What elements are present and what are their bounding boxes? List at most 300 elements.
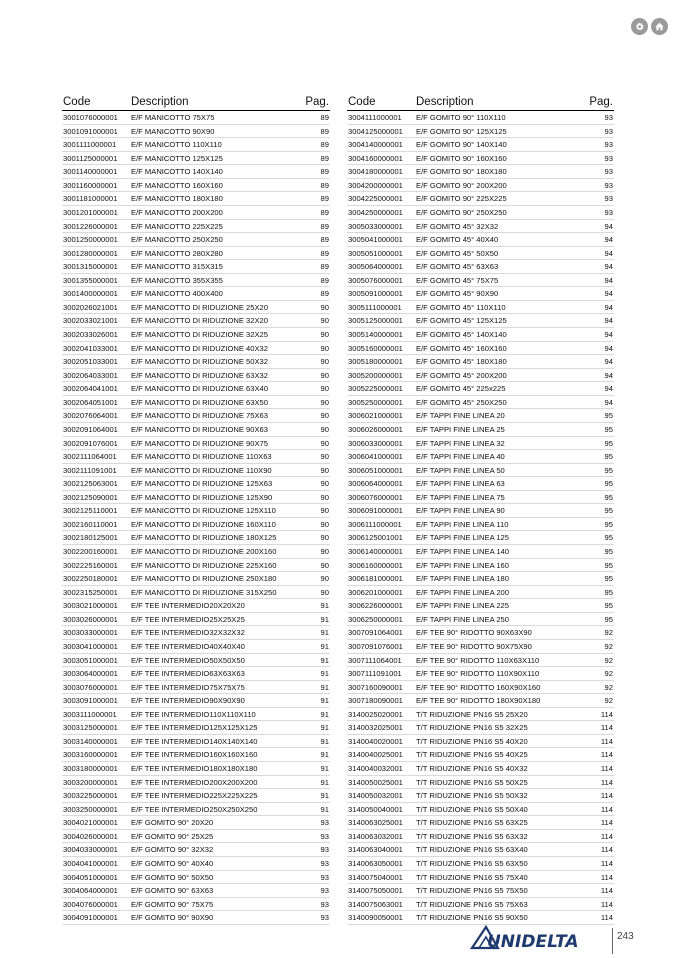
cell-description: E/F TAPPI FINE LINEA 125: [416, 533, 509, 543]
table-row: [62, 247, 330, 261]
header-pag: Pag.: [589, 96, 613, 108]
cell-code: 3006140000001: [348, 547, 403, 556]
cell-pag: 92: [604, 682, 613, 692]
cell-pag: 114: [600, 845, 613, 855]
cell-pag: 89: [320, 207, 329, 217]
cell-code: 3004180000001: [348, 167, 403, 177]
cell-code: 3005076000001: [348, 275, 403, 285]
cell-description: T/T RIDUZIONE PN16 S5 75X50: [416, 886, 528, 896]
settings-icon[interactable]: [631, 18, 648, 35]
cell-description: E/F TEE 90° RIDOTTO 180X90X180: [416, 696, 541, 706]
table-row: [347, 613, 614, 627]
cell-pag: 94: [604, 384, 613, 394]
cell-pag: 91: [320, 750, 329, 760]
cell-description: E/F GOMITO 90° 140X140: [416, 140, 507, 150]
cell-description: E/F GOMITO 90° 180X180: [416, 167, 507, 177]
page-footer: [470, 922, 670, 952]
cell-pag: 89: [320, 126, 329, 136]
cell-description: E/F MANICOTTO DI RIDUZIONE 25X20: [131, 302, 268, 312]
cell-code: 3002160110001: [63, 519, 118, 529]
header-description: Description: [131, 96, 189, 108]
cell-pag: 114: [600, 750, 613, 760]
table-row: [62, 409, 330, 423]
table-row: [62, 884, 330, 898]
cell-description: T/T RIDUZIONE PN16 S5 50X25: [416, 777, 528, 787]
table-row: [347, 871, 614, 885]
cell-code: 3140063040001: [348, 845, 403, 855]
cell-description: E/F TAPPI FINE LINEA 75: [416, 492, 505, 502]
cell-code: 3140032025001: [348, 723, 403, 733]
cell-description: E/F MANICOTTO DI RIDUZIONE 200X160: [131, 547, 277, 556]
left-table: [62, 96, 330, 925]
cell-description: E/F TEE 90° RIDOTTO 160X90X160: [416, 682, 541, 692]
cell-pag: 91: [320, 614, 329, 624]
table-row: [347, 179, 614, 193]
cell-description: E/F TAPPI FINE LINEA 140: [416, 547, 509, 556]
cell-pag: 114: [600, 777, 613, 787]
cell-code: 3002225160001: [63, 560, 118, 570]
table-row: [347, 721, 614, 735]
cell-pag: 91: [320, 804, 329, 814]
cell-description: E/F TEE 90° RIDOTTO 90X63X90: [416, 628, 532, 638]
cell-description: E/F TAPPI FINE LINEA 50: [416, 465, 505, 475]
cell-description: E/F TEE INTERMEDIO140X140X140: [131, 736, 258, 746]
cell-description: T/T RIDUZIONE PN16 S5 50X32: [416, 791, 528, 801]
cell-pag: 90: [320, 438, 329, 448]
cell-pag: 90: [320, 519, 329, 529]
cell-description: E/F MANICOTTO 280X280: [131, 248, 223, 258]
cell-pag: 90: [320, 424, 329, 434]
cell-description: E/F GOMITO 90° 200X200: [416, 180, 507, 190]
table-row: [347, 504, 614, 518]
cell-pag: 90: [320, 370, 329, 380]
cell-code: 3001091000001: [63, 126, 118, 136]
table-row: [347, 409, 614, 423]
cell-pag: 90: [320, 574, 329, 584]
table-row: [347, 830, 614, 844]
cell-pag: 92: [604, 669, 613, 679]
cell-pag: 93: [320, 872, 329, 882]
table-row: [347, 789, 614, 803]
table-row: [347, 220, 614, 234]
table-row: [347, 803, 614, 817]
table-row: [347, 694, 614, 708]
cell-description: T/T RIDUZIONE PN16 S5 32X25: [416, 723, 528, 733]
table-row: [347, 843, 614, 857]
cell-description: E/F GOMITO 45° 75X75: [416, 275, 499, 285]
cell-pag: 94: [604, 302, 613, 312]
cell-pag: 95: [604, 560, 613, 570]
table-row: [347, 437, 614, 451]
cell-pag: 91: [320, 682, 329, 692]
cell-description: E/F TAPPI FINE LINEA 110: [416, 519, 509, 529]
cell-code: 3007180090001: [348, 696, 403, 706]
cell-pag: 114: [600, 899, 613, 909]
cell-pag: 114: [600, 791, 613, 801]
table-row: [62, 626, 330, 640]
table-row: [62, 382, 330, 396]
cell-pag: 94: [604, 275, 613, 285]
cell-description: E/F MANICOTTO DI RIDUZIONE 40X32: [131, 343, 268, 353]
cell-description: T/T RIDUZIONE PN16 S5 75X40: [416, 872, 528, 882]
cell-pag: 114: [600, 872, 613, 882]
cell-code: 3003225000001: [63, 791, 118, 801]
table-row: [62, 911, 330, 925]
cell-pag: 89: [320, 180, 329, 190]
cell-pag: 92: [604, 655, 613, 665]
cell-pag: 95: [604, 506, 613, 516]
table-row: [62, 355, 330, 369]
cell-pag: 94: [604, 370, 613, 380]
table-row: [62, 830, 330, 844]
table-row: [62, 464, 330, 478]
cell-pag: 93: [604, 126, 613, 136]
cell-code: 3004041000001: [63, 858, 118, 868]
cell-pag: 89: [320, 140, 329, 150]
cell-code: 3002026021001: [63, 302, 118, 312]
cell-code: 3003200000001: [63, 777, 118, 787]
cell-code: 3003021000001: [63, 601, 118, 611]
cell-pag: 93: [320, 886, 329, 896]
table-row: [62, 274, 330, 288]
cell-pag: 114: [600, 709, 613, 719]
cell-pag: 89: [320, 235, 329, 245]
table-row: [347, 681, 614, 695]
cell-code: 3002091064001: [63, 424, 118, 434]
table-row: [62, 681, 330, 695]
cell-description: E/F MANICOTTO 400X400: [131, 289, 223, 299]
table-row: [62, 857, 330, 871]
cell-description: E/F MANICOTTO DI RIDUZIONE 315X250: [131, 587, 277, 597]
cell-code: 3001125000001: [63, 153, 118, 163]
cell-code: 3005225000001: [348, 384, 403, 394]
table-row: [347, 776, 614, 790]
cell-description: E/F TAPPI FINE LINEA 90: [416, 506, 505, 516]
cell-code: 3006051000001: [348, 465, 403, 475]
cell-description: E/F TEE 90° RIDOTTO 110X63X110: [416, 655, 540, 665]
cell-code: 3006201000001: [348, 587, 403, 597]
cell-pag: 90: [320, 302, 329, 312]
cell-description: E/F MANICOTTO 125X125: [131, 153, 223, 163]
cell-description: E/F GOMITO 45° 63X63: [416, 262, 499, 272]
cell-code: 3004021000001: [63, 818, 118, 828]
cell-code: 3005250000001: [348, 397, 403, 407]
cell-description: E/F GOMITO 90° 250X250: [416, 207, 507, 217]
cell-pag: 92: [604, 696, 613, 706]
cell-pag: 91: [320, 709, 329, 719]
cell-description: E/F GOMITO 90° 225X225: [416, 194, 507, 204]
cell-code: 3003160000001: [63, 750, 118, 760]
table-row: [347, 477, 614, 491]
cell-description: E/F TEE INTERMEDIO50X50X50: [131, 655, 245, 665]
cell-pag: 90: [320, 384, 329, 394]
cell-pag: 114: [600, 913, 613, 923]
cell-description: E/F TAPPI FINE LINEA 20: [416, 411, 505, 421]
cell-code: 3140090050001: [348, 913, 403, 923]
cell-pag: 91: [320, 723, 329, 733]
cell-description: E/F GOMITO 90° 40X40: [131, 858, 214, 868]
cell-description: E/F GOMITO 90° 50X50: [131, 872, 214, 882]
table-row: [62, 518, 330, 532]
table-row: [62, 179, 330, 193]
cell-description: E/F GOMITO 45° 250X250: [416, 397, 507, 407]
cell-code: 3004160000001: [348, 153, 403, 163]
unidelta-logo: [470, 924, 610, 952]
cell-description: E/F TEE INTERMEDIO250X250X250: [131, 804, 258, 814]
cell-description: E/F TEE INTERMEDIO75X75X75: [131, 682, 245, 692]
cell-description: E/F MANICOTTO DI RIDUZIONE 225X160: [131, 560, 277, 570]
table-row: [347, 898, 614, 912]
cell-pag: 89: [320, 113, 329, 122]
cell-pag: 89: [320, 153, 329, 163]
cell-code: 3005180000001: [348, 357, 403, 367]
table-row: [347, 396, 614, 410]
cell-description: E/F GOMITO 45° 110X110: [416, 302, 506, 312]
cell-pag: 90: [320, 316, 329, 326]
table-row: [347, 301, 614, 315]
cell-code: 3006021000001: [348, 411, 403, 421]
cell-pag: 95: [604, 424, 613, 434]
table-row: [347, 640, 614, 654]
cell-code: 3140063025001: [348, 818, 403, 828]
cell-description: E/F TEE INTERMEDIO125X125X125: [131, 723, 258, 733]
cell-description: E/F TEE INTERMEDIO180X180X180: [131, 764, 258, 773]
cell-pag: 93: [604, 153, 613, 163]
cell-pag: 95: [604, 601, 613, 611]
cell-code: 3005033000001: [348, 221, 403, 231]
table-row: [347, 192, 614, 206]
cell-code: 3002091076001: [63, 438, 118, 448]
header-description: Description: [416, 96, 474, 108]
cell-description: E/F MANICOTTO DI RIDUZIONE 63X40: [131, 384, 268, 394]
cell-description: E/F GOMITO 45° 180X180: [416, 357, 507, 367]
cell-code: 3005111000001: [348, 302, 402, 312]
table-row: [62, 233, 330, 247]
cell-pag: 91: [320, 764, 329, 773]
right-table: [347, 96, 614, 925]
table-row: [347, 559, 614, 573]
cell-code: 3002250180001: [63, 574, 118, 584]
cell-code: 3003140000001: [63, 736, 118, 746]
table-row: [62, 667, 330, 681]
cell-description: E/F GOMITO 90° 20X20: [131, 818, 214, 828]
table-row: [62, 586, 330, 600]
cell-code: 3001076000001: [63, 113, 118, 122]
cell-pag: 93: [320, 818, 329, 828]
cell-pag: 95: [604, 547, 613, 556]
table-row: [62, 559, 330, 573]
table-row: [62, 613, 330, 627]
table-row: [62, 314, 330, 328]
table-row: [347, 762, 614, 776]
cell-code: 3007091076001: [348, 641, 403, 651]
table-row: [347, 355, 614, 369]
cell-code: 3003250000001: [63, 804, 118, 814]
table-body: [347, 111, 614, 925]
cell-pag: 114: [600, 736, 613, 746]
cell-code: 3004033000001: [63, 845, 118, 855]
cell-code: 3007091064001: [348, 628, 403, 638]
cell-code: 3140040020001: [348, 736, 403, 746]
cell-pag: 91: [320, 669, 329, 679]
cell-pag: 95: [604, 519, 613, 529]
cell-description: E/F MANICOTTO 140X140: [131, 167, 223, 177]
table-row: [62, 138, 330, 152]
cell-code: 3006026000001: [348, 424, 403, 434]
table-row: [62, 762, 330, 776]
cell-description: E/F MANICOTTO DI RIDUZIONE 180X125: [131, 533, 277, 543]
cell-description: E/F MANICOTTO 200X200: [131, 207, 223, 217]
cell-description: T/T RIDUZIONE PN16 S5 63X40: [416, 845, 528, 855]
cell-pag: 95: [604, 587, 613, 597]
cell-code: 3005200000001: [348, 370, 403, 380]
cell-code: 3006033000001: [348, 438, 403, 448]
cell-description: E/F GOMITO 45° 32X32: [416, 221, 499, 231]
cell-code: 3002200160001: [63, 547, 118, 556]
brand-name: UNIDELTA: [487, 932, 579, 952]
cell-pag: 89: [320, 194, 329, 204]
cell-pag: 93: [604, 113, 613, 122]
cell-code: 3140040025001: [348, 750, 403, 760]
cell-pag: 93: [320, 899, 329, 909]
header-code: Code: [348, 96, 376, 108]
table-row: [62, 504, 330, 518]
cell-description: E/F MANICOTTO 160X160: [131, 180, 223, 190]
table-row: [347, 382, 614, 396]
table-row: [62, 192, 330, 206]
table-row: [347, 233, 614, 247]
table-row: [62, 572, 330, 586]
cell-code: 3004064000001: [63, 886, 118, 896]
table-row: [347, 626, 614, 640]
cell-description: E/F TEE 90° RIDOTTO 90X75X90: [416, 641, 532, 651]
cell-pag: 91: [320, 641, 329, 651]
cell-code: 3003041000001: [63, 641, 118, 651]
cell-code: 3002033026001: [63, 330, 118, 339]
cell-code: 3001400000001: [63, 289, 118, 299]
cell-code: 3001315000001: [63, 262, 118, 272]
table-row: [62, 843, 330, 857]
cell-description: E/F GOMITO 45° 50X50: [416, 248, 499, 258]
table-row: [62, 287, 330, 301]
cell-code: 3140063032001: [348, 831, 403, 841]
cell-description: E/F MANICOTTO DI RIDUZIONE 63X50: [131, 397, 268, 407]
cell-description: E/F GOMITO 90° 125X125: [416, 126, 507, 136]
table-row: [62, 396, 330, 410]
cell-pag: 95: [604, 452, 613, 462]
cell-description: E/F TEE INTERMEDIO90X90X90: [131, 696, 245, 706]
table-row: [347, 342, 614, 356]
home-icon[interactable]: [651, 18, 668, 35]
cell-code: 3004225000001: [348, 194, 403, 204]
cell-code: 3001160000001: [63, 180, 118, 190]
cell-code: 3002315250001: [63, 587, 118, 597]
cell-description: E/F MANICOTTO DI RIDUZIONE 160X110: [131, 519, 276, 529]
top-nav-icons: [631, 18, 668, 35]
cell-pag: 91: [320, 628, 329, 638]
cell-description: E/F MANICOTTO 355X355: [131, 275, 223, 285]
header-pag: Pag.: [305, 96, 329, 108]
cell-description: E/F MANICOTTO DI RIDUZIONE 125X63: [131, 479, 273, 489]
cell-code: 3002180125001: [63, 533, 118, 543]
table-row: [62, 531, 330, 545]
cell-pag: 114: [600, 723, 613, 733]
cell-code: 3005041000001: [348, 235, 403, 245]
cell-description: E/F TAPPI FINE LINEA 200: [416, 587, 509, 597]
cell-pag: 93: [604, 140, 613, 150]
cell-description: E/F TEE INTERMEDIO63X63X63: [131, 669, 245, 679]
cell-pag: 90: [320, 479, 329, 489]
cell-code: 3002064033001: [63, 370, 118, 380]
table-row: [347, 572, 614, 586]
cell-description: E/F GOMITO 90° 160X160: [416, 153, 507, 163]
table-row: [347, 274, 614, 288]
cell-pag: 92: [604, 628, 613, 638]
cell-code: 3001201000001: [63, 207, 118, 217]
cell-description: E/F MANICOTTO DI RIDUZIONE 32X25: [131, 330, 268, 339]
cell-code: 3006181000001: [348, 574, 403, 584]
table-row: [62, 735, 330, 749]
table-row: [347, 667, 614, 681]
cell-pag: 90: [320, 397, 329, 407]
cell-pag: 114: [600, 858, 613, 868]
cell-pag: 95: [604, 574, 613, 584]
cell-description: E/F MANICOTTO DI RIDUZIONE 125X90: [131, 492, 273, 502]
cell-pag: 93: [320, 831, 329, 841]
cell-code: 3005140000001: [348, 330, 403, 339]
table-row: [62, 206, 330, 220]
table-row: [347, 654, 614, 668]
cell-description: E/F MANICOTTO 110X110: [131, 140, 222, 150]
table-row: [347, 586, 614, 600]
table-row: [62, 776, 330, 790]
cell-code: 3140050032001: [348, 791, 403, 801]
cell-code: 3003026000001: [63, 614, 118, 624]
cell-description: E/F GOMITO 90° 75X75: [131, 899, 214, 909]
cell-code: 3006160000001: [348, 560, 403, 570]
cell-description: E/F MANICOTTO DI RIDUZIONE 50X32: [131, 357, 268, 367]
cell-description: E/F MANICOTTO DI RIDUZIONE 110X90: [131, 465, 272, 475]
cell-description: E/F MANICOTTO DI RIDUZIONE 90X63: [131, 424, 268, 434]
table-row: [347, 369, 614, 383]
cell-pag: 95: [604, 438, 613, 448]
table-row: [347, 491, 614, 505]
cell-description: E/F MANICOTTO DI RIDUZIONE 110X63: [131, 452, 272, 462]
cell-code: 3003111000001: [63, 709, 117, 719]
cell-description: E/F TAPPI FINE LINEA 180: [416, 574, 509, 584]
cell-code: 3003033000001: [63, 628, 118, 638]
table-row: [62, 477, 330, 491]
table-row: [347, 260, 614, 274]
cell-code: 3002125110001: [63, 506, 118, 516]
cell-pag: 94: [604, 357, 613, 367]
table-row: [347, 206, 614, 220]
table-row: [347, 138, 614, 152]
table-row: [347, 314, 614, 328]
cell-code: 3006111000001: [348, 519, 402, 529]
cell-code: 3005091000001: [348, 289, 403, 299]
cell-code: 3002111091001: [63, 465, 117, 475]
cell-description: E/F MANICOTTO 250X250: [131, 235, 223, 245]
cell-pag: 94: [604, 316, 613, 326]
cell-description: E/F GOMITO 45° 140X140: [416, 330, 507, 339]
cell-code: 3001250000001: [63, 235, 118, 245]
cell-pag: 114: [600, 831, 613, 841]
table-row: [62, 871, 330, 885]
cell-pag: 94: [604, 262, 613, 272]
cell-pag: 91: [320, 791, 329, 801]
cell-description: E/F TAPPI FINE LINEA 32: [416, 438, 505, 448]
